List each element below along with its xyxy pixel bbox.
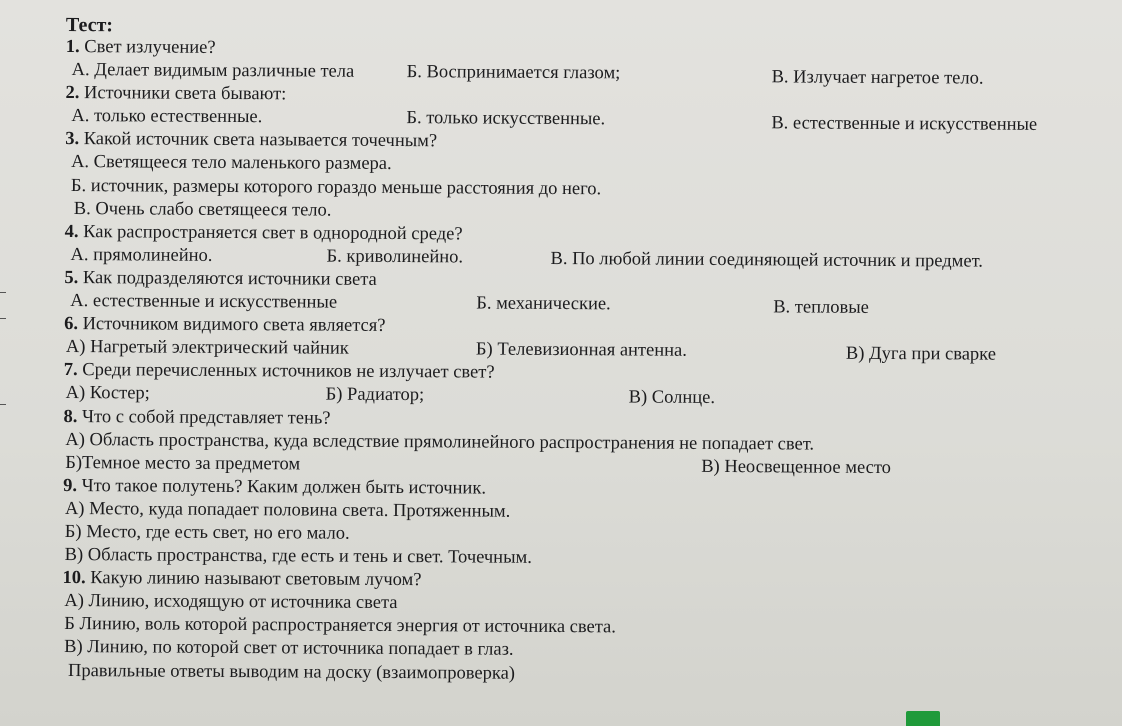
option-b: Б) Телевизионная антенна. <box>475 339 687 362</box>
footer-note: Правильные ответы выводим на доску (взаимопроверка) <box>67 660 516 684</box>
question-8: 8. Что с собой представляет тень? <box>63 406 331 429</box>
option-a: А. только естественные. <box>71 106 263 128</box>
answer-10a: А) Линию, исходящую от источника света <box>64 591 398 614</box>
option-a: А) Нагретый электрический чайник <box>65 337 349 359</box>
green-object-corner <box>906 711 940 726</box>
option-b: Б. криволинейно. <box>326 246 464 268</box>
answer-9a: А) Место, куда попадает половина света. Протяженным. <box>64 498 511 522</box>
answer-3b: Б. источник, размеры которого гораздо меньше расстояния до него. <box>70 175 602 199</box>
option-b: Б. Воспринимается глазом; <box>406 62 621 84</box>
option-a: А. прямолинейно. <box>70 244 213 266</box>
option-c: В) Солнце. <box>628 387 716 409</box>
option-c: В. Излучает нагретое тело. <box>771 67 984 89</box>
option-a: А) Костер; <box>65 383 150 404</box>
question-10: 10. Какую линию называют световым лучом? <box>62 568 422 591</box>
option-b: Б)Темное место за предметом <box>65 452 301 475</box>
option-c: В) Неосвещенное место <box>701 456 892 478</box>
question-2: 2. Источники света бывают: <box>65 83 287 105</box>
option-c: В. По любой линии соединяющей источник и предмет. <box>550 248 984 272</box>
test-sheet <box>62 14 1106 689</box>
option-a: А. Делает видимым различные тела <box>71 60 355 82</box>
question-7: 7. Среди перечисленных источников не излучает свет? <box>63 360 495 383</box>
answer-10c: В) Линию, по которой свет от источника попадает в глаз. <box>64 637 514 661</box>
answer-9b: Б) Место, где есть свет, но его мало. <box>64 521 350 544</box>
answer-3c: В. Очень слабо светящееся тело. <box>73 198 332 221</box>
answer-8a: А) Область пространства, куда вследствие прямолинейного распространения не попадает свет. <box>65 429 815 455</box>
edge-mark <box>0 318 6 319</box>
option-c: В) Дуга при сварке <box>845 343 996 365</box>
question-3: 3. Какой источник света называется точечным? <box>65 129 438 152</box>
option-b: Б. механические. <box>476 293 611 315</box>
question-4: 4. Как распространяется свет в однородной среде? <box>64 221 463 245</box>
option-c: В. тепловые <box>773 297 869 318</box>
edge-mark <box>0 404 6 405</box>
question-5: 5. Как подразделяются источники света <box>64 267 377 290</box>
answer-10b: Б Линию, воль которой распространяется энергия от источника света. <box>64 614 616 638</box>
edge-mark <box>0 292 6 293</box>
test-title: Тест: <box>65 14 114 37</box>
option-b: Б. только искусственные. <box>406 108 606 130</box>
answer-9c: В) Область пространства, где есть и тень и свет. Точечным. <box>64 545 532 568</box>
question-1: 1. Свет излучение? <box>65 36 216 58</box>
option-c: В. естественные и искусственные <box>771 113 1038 136</box>
question-9: 9. Что такое полутень? Каким должен быть источник. <box>63 475 487 499</box>
option-a: А. естественные и искусственные <box>70 291 338 313</box>
answer-3a: А. Светящееся тело маленького размера. <box>71 152 392 175</box>
question-6: 6. Источником видимого света является? <box>64 314 386 337</box>
option-b: Б) Радиатор; <box>325 384 425 406</box>
